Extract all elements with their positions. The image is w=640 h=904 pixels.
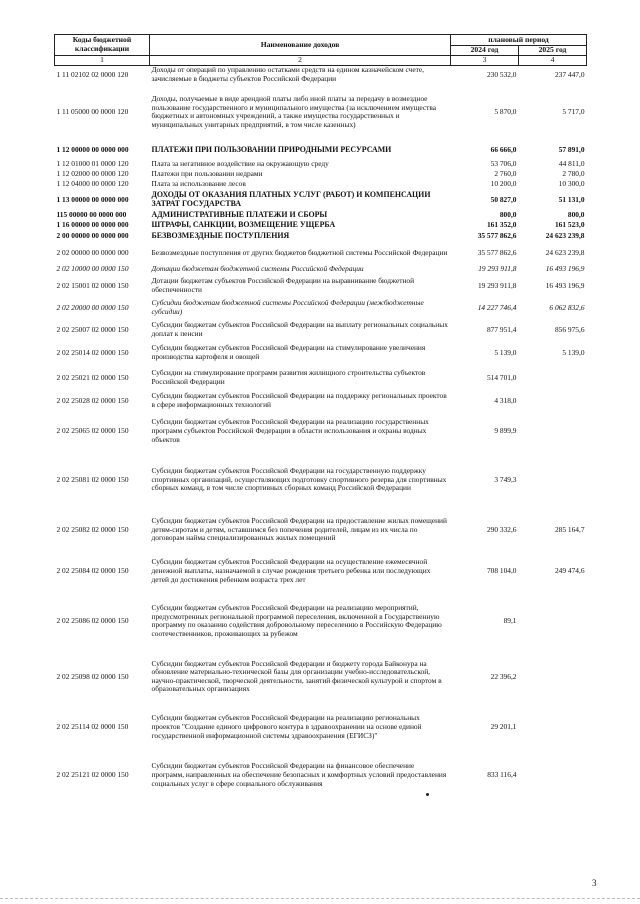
row-name: Субсидии бюджетам субъектов Российской Федерации на осуществление ежемесячной денежной выплаты, назначаемой в случае рождения третьего ребенка или последующих детей до достижения ребенком возраста трех лет (151, 557, 431, 584)
row-code: 1 12 02000 00 0000 120 (56, 169, 129, 178)
row-value-2025: 800,0 (567, 210, 585, 219)
table-row (55, 189, 587, 210)
table-row (55, 65, 587, 84)
row-code: 115 00000 00 0000 000 (56, 210, 127, 219)
table-row (55, 551, 587, 591)
row-name: Субсидии бюджетам субъектов Российской Федерации на поддержку региональных проектов в сфере информационных технологий (151, 391, 447, 409)
row-value-2024: 29 201,1 (490, 722, 517, 731)
header-colnum-4: 4 (519, 56, 587, 66)
row-value-2024: 514 701,0 (486, 372, 517, 382)
row-value-2025 (519, 752, 587, 798)
table-row (55, 159, 587, 169)
table-row (55, 84, 587, 140)
row-value-2024: 35 577 862,6 (477, 247, 517, 257)
row-code: 1 13 00000 00 0000 000 (56, 194, 129, 204)
table-row (55, 220, 587, 230)
row-name: Субсидии бюджетам субъектов Российской Федерации на финансовое обеспечение программ, направленных на обеспечение безопасных и комфортных условий предоставления социальных услуг в сфере социального обслуживания (151, 761, 447, 788)
row-value-2024: 22 396,2 (490, 671, 517, 681)
row-value-2024: 833 116,4 (487, 770, 517, 779)
table-row (55, 752, 587, 798)
row-value-2024: 9 899,9 (494, 426, 517, 435)
header-year-2024: 2024 год (451, 46, 519, 56)
row-value-2025: 6 062 832,6 (549, 302, 585, 312)
row-value-2024: 89,1 (503, 616, 517, 625)
row-value-2025: 44 811,0 (558, 159, 585, 168)
header-codes: Коды бюджетной классификации (55, 35, 150, 56)
table-row (55, 702, 587, 752)
table-row (55, 651, 587, 702)
table-row (55, 230, 587, 242)
row-name: Плата за негативное воздействие на окружающую среду (151, 159, 329, 168)
row-value-2024: 19 293 911,8 (477, 280, 517, 290)
row-value-2024: 5 870,0 (494, 107, 517, 116)
row-value-2024: 50 827,0 (490, 194, 517, 204)
row-value-2024: 161 352,0 (486, 220, 517, 229)
row-code: 2 02 15001 02 0000 150 (56, 280, 129, 290)
row-name: ШТРАФЫ, САНКЦИИ, ВОЗМЕЩЕНИЕ УЩЕРБА (151, 220, 336, 229)
row-code: 2 02 25028 02 0000 150 (56, 395, 129, 405)
row-code: 2 02 25114 02 0000 150 (56, 722, 129, 731)
row-code: 1 16 00000 00 0000 000 (56, 220, 129, 229)
row-value-2025: 285 164,7 (554, 524, 585, 534)
row-value-2025: 856 975,6 (554, 324, 585, 334)
row-name: Субсидии бюджетам субъектов Российской Федерации на реализацию мероприятий, предусмотренных региональной программой переселения, включенной в Государственную программу по оказанию содействия добровольному переселению в Российскую Федерацию соотечественников, проживающих за рубежом (151, 603, 442, 638)
row-value-2024: 4 318,0 (494, 395, 517, 405)
row-name: Платежи при пользовании недрами (151, 169, 263, 178)
row-name: Доходы от операций по управлению остатками средств на едином казначейском счете, зачисляемые в бюджеты субъектов Российской Федерации (151, 65, 425, 84)
row-name: Дотации бюджетам бюджетной системы Российской Федерации (151, 264, 364, 273)
table-row (55, 275, 587, 296)
table-row (55, 242, 587, 263)
row-value-2024: 19 293 911,8 (478, 264, 517, 273)
row-value-2024: 708 104,0 (486, 566, 517, 575)
row-value-2025: 24 623 239,8 (545, 247, 585, 257)
row-value-2024: 290 332,6 (486, 524, 517, 534)
row-code: 2 02 25098 02 0000 150 (56, 671, 129, 681)
row-name: БЕЗВОЗМЕЗДНЫЕ ПОСТУПЛЕНИЯ (151, 231, 290, 240)
row-code: 2 02 25121 02 0000 150 (56, 770, 129, 779)
header-names: Наименование доходов (150, 35, 451, 56)
row-value-2025: 249 474,6 (554, 566, 585, 575)
row-code: 2 02 20000 00 0000 150 (56, 302, 129, 312)
table-row (55, 591, 587, 651)
row-value-2025: 24 623 239,8 (545, 231, 585, 240)
row-name: ДОХОДЫ ОТ ОКАЗАНИЯ ПЛАТНЫХ УСЛУГ (РАБОТ) И КОМПЕНСАЦИИ ЗАТРАТ ГОСУДАРСТВА (151, 190, 431, 208)
row-code: 2 02 25081 02 0000 150 (56, 474, 129, 484)
row-code: 2 02 25014 02 0000 150 (56, 347, 129, 357)
row-code: 1 11 05000 00 0000 120 (56, 107, 129, 116)
row-value-2024: 230 532,0 (486, 69, 517, 79)
row-name: Субсидии бюджетам субъектов Российской Федерации на государственную поддержку спортивных организаций, осуществляющих подготовку спортивного резерва для спортивных сборных команд, в том числе спортивных сборных команд Российской Федерации (151, 465, 447, 493)
scan-dot-mark (426, 793, 429, 796)
row-value-2024: 53 706,0 (490, 159, 517, 168)
row-value-2024: 800,0 (499, 210, 517, 219)
row-value-2025 (519, 411, 587, 451)
table-body (55, 65, 587, 798)
row-code: 2 02 25082 02 0000 150 (56, 524, 129, 534)
table-row (55, 451, 587, 508)
row-code: 2 02 25084 02 0000 150 (56, 566, 129, 575)
row-value-2024: 2 760,0 (494, 169, 517, 178)
row-code: 1 11 02102 02 0000 120 (56, 69, 129, 79)
row-name: АДМИНИСТРАТИВНЫЕ ПЛАТЕЖИ И СБОРЫ (151, 210, 328, 219)
table-row (55, 263, 587, 275)
row-value-2024: 5 139,0 (494, 347, 517, 357)
row-value-2024: 66 666,0 (490, 144, 517, 154)
row-value-2025: 237 447,0 (554, 69, 585, 79)
row-value-2025 (519, 365, 587, 390)
page-number: 3 (592, 878, 597, 888)
row-name: Субсидии бюджетам субъектов Российской Федерации на реализацию государственных программ субъектов Российской Федерации в области использования и охраны водных объектов (151, 417, 429, 444)
row-name: Субсидии бюджетам субъектов Российской Федерации на предоставление жилых помещений детям-сиротам и детям, оставшимся без попечения родителей, лицам из их числа по договорам найма специализированных жилых помещений (151, 515, 447, 543)
row-value-2025 (519, 702, 587, 752)
row-value-2025: 16 493 196,9 (545, 264, 585, 273)
row-code: 2 02 25007 02 0000 150 (56, 324, 129, 334)
row-value-2025 (519, 591, 587, 651)
table-row (55, 179, 587, 189)
row-name: Субсидии бюджетам субъектов Российской Федерации на реализацию региональных проектов "Создание единого цифрового контура в здравоохранении на основе единой государственной информационной системы здравоохранения (ЕГИСЗ)" (151, 713, 422, 740)
row-name: Доходы, получаемые в виде арендной платы либо иной платы за передачу в возмездное пользование государственного и муниципального имущества (за исключением имущества бюджетных и автономных учреждений, а также имущества государственных и муниципальных унитарных предприятий, в том числе казенных) (151, 94, 437, 129)
revenue-table (54, 34, 587, 798)
table-row (55, 340, 587, 365)
row-value-2025: 57 891,0 (558, 144, 585, 154)
row-name: Субсидии бюджетам субъектов Российской Федерации на выплату региональных социальных доплат к пенсии (151, 320, 448, 338)
row-code: 2 02 25086 02 0000 150 (56, 616, 129, 625)
table-row (55, 319, 587, 340)
row-name: Субсидии бюджетам субъектов Российской Федерации и бюджету города Байконура на обновление материально-технической базы для организации учебно-исследовательской, научно-практической, творческой деятельности, занятий физической культурой и спортом в образовательных организациях (151, 658, 442, 694)
row-value-2025 (519, 390, 587, 411)
row-value-2025: 16 493 196,9 (545, 280, 585, 290)
row-value-2024: 877 951,4 (486, 324, 517, 334)
table-row (55, 169, 587, 179)
table-row (55, 411, 587, 451)
row-code: 2 00 00000 00 0000 000 (56, 231, 129, 240)
row-value-2025: 5 717,0 (562, 107, 585, 116)
row-value-2024: 10 200,0 (490, 179, 517, 188)
header-colnum-1: 1 (55, 56, 150, 66)
row-value-2024: 35 577 862,6 (477, 231, 517, 240)
row-value-2025: 2 780,0 (562, 169, 585, 178)
row-value-2024: 14 227 746,4 (477, 302, 517, 312)
row-name: Плата за использование лесов (151, 179, 246, 188)
row-code: 1 12 01000 01 0000 120 (56, 159, 129, 168)
table-row (55, 390, 587, 411)
row-name: ПЛАТЕЖИ ПРИ ПОЛЬЗОВАНИИ ПРИРОДНЫМИ РЕСУРСАМИ (151, 144, 392, 154)
row-name: Субсидии бюджетам бюджетной системы Российской Федерации (межбюджетные субсидии) (151, 298, 424, 316)
row-name: Безвозмездные поступления от других бюджетов бюджетной системы Российской Федерации (151, 247, 448, 257)
row-value-2025: 161 523,0 (554, 220, 585, 229)
table-header (55, 35, 587, 66)
row-name: Дотации бюджетам субъектов Российской Федерации на выравнивание бюджетной обеспеченности (151, 276, 415, 294)
row-code: 1 12 04000 00 0000 120 (56, 179, 129, 188)
row-value-2025: 10 300,0 (558, 179, 585, 188)
table-row (55, 210, 587, 220)
row-code: 1 12 00000 00 0000 000 (56, 144, 129, 154)
table-row (55, 140, 587, 159)
row-value-2024: 3 749,3 (494, 474, 517, 484)
row-code: 2 02 00000 00 0000 000 (56, 247, 129, 257)
row-value-2025: 51 131,0 (558, 194, 585, 204)
header-period: плановый период (451, 35, 587, 46)
table-row (55, 296, 587, 319)
row-value-2025 (519, 451, 587, 508)
row-code: 2 02 10000 00 0000 150 (56, 264, 129, 273)
header-year-2025: 2025 год (519, 46, 587, 56)
page-edge-line (0, 898, 640, 900)
row-code: 2 02 25065 02 0000 150 (56, 426, 129, 435)
row-value-2025: 5 139,0 (562, 347, 585, 357)
table-row (55, 508, 587, 551)
row-name: Субсидии на стимулирование программ развития жилищного строительства субъектов Российской Федерации (151, 368, 426, 386)
table-row (55, 365, 587, 390)
header-colnum-3: 3 (451, 56, 519, 66)
row-code: 2 02 25021 02 0000 150 (56, 372, 129, 382)
row-value-2025 (519, 651, 587, 702)
header-colnum-2: 2 (150, 56, 451, 66)
row-name: Субсидии бюджетам субъектов Российской Федерации на стимулирование увеличения производства картофеля и овощей (151, 343, 426, 361)
